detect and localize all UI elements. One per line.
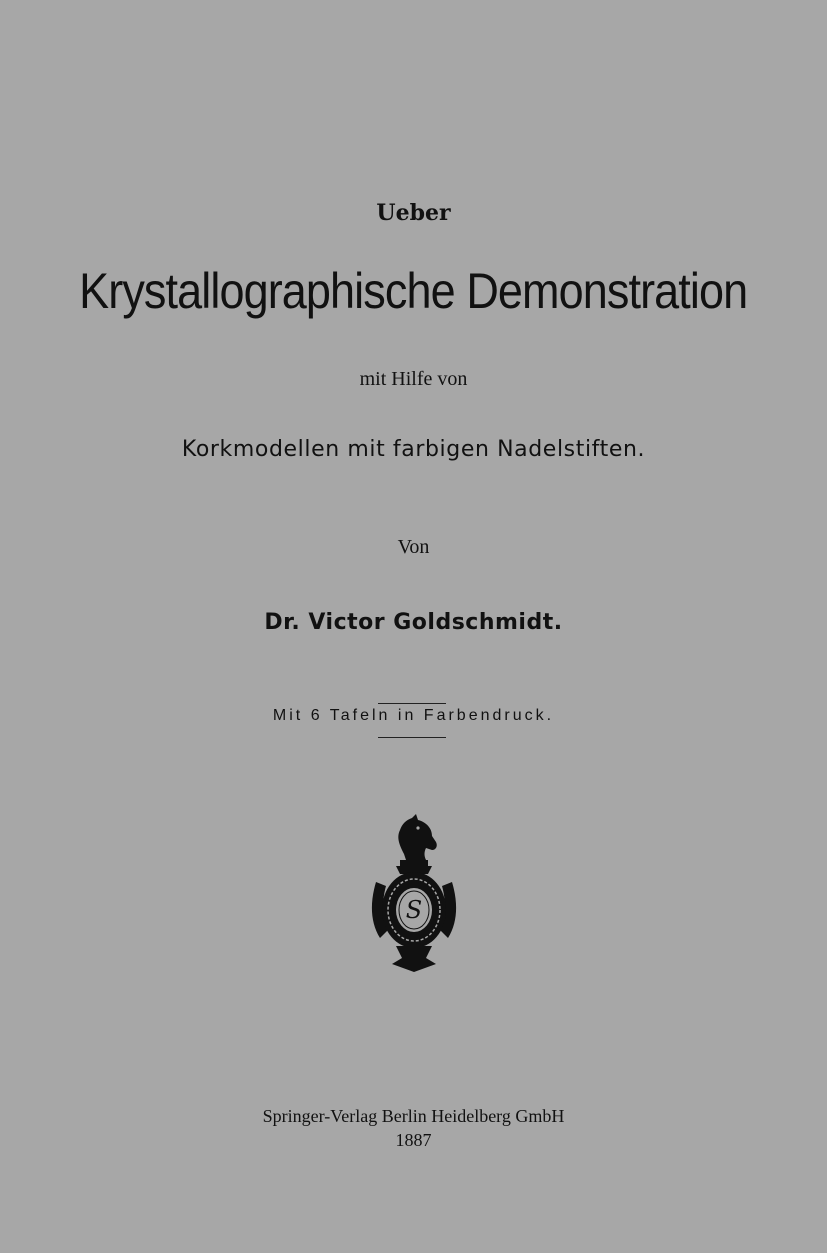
author-name: Dr. Victor Goldschmidt. <box>264 610 563 635</box>
knight-collar <box>400 860 428 866</box>
book-title-text: Krystallographische Demonstration <box>79 263 748 319</box>
top-divider <box>378 703 446 704</box>
publication-year: 1887 <box>395 1130 432 1150</box>
subtitle-line-2: Korkmodellen mit farbigen Nadelstiften. <box>181 437 646 462</box>
springer-knight-emblem-icon <box>366 812 462 978</box>
emblem-monogram: S <box>405 896 423 924</box>
emblem-base <box>392 946 436 972</box>
knight-head-shape <box>398 814 436 860</box>
subtitle-line-1: mit Hilfe von <box>359 368 468 390</box>
book-title <box>0 262 827 320</box>
pre-title: Ueber <box>376 200 451 226</box>
knight-eye <box>416 826 419 829</box>
publisher-name: Springer-Verlag Berlin Heidelberg GmbH <box>262 1106 565 1126</box>
bottom-divider <box>378 737 446 738</box>
plates-note: Mit 6 Tafeln in Farbendruck. <box>272 707 555 724</box>
by-label: Von <box>397 536 430 558</box>
